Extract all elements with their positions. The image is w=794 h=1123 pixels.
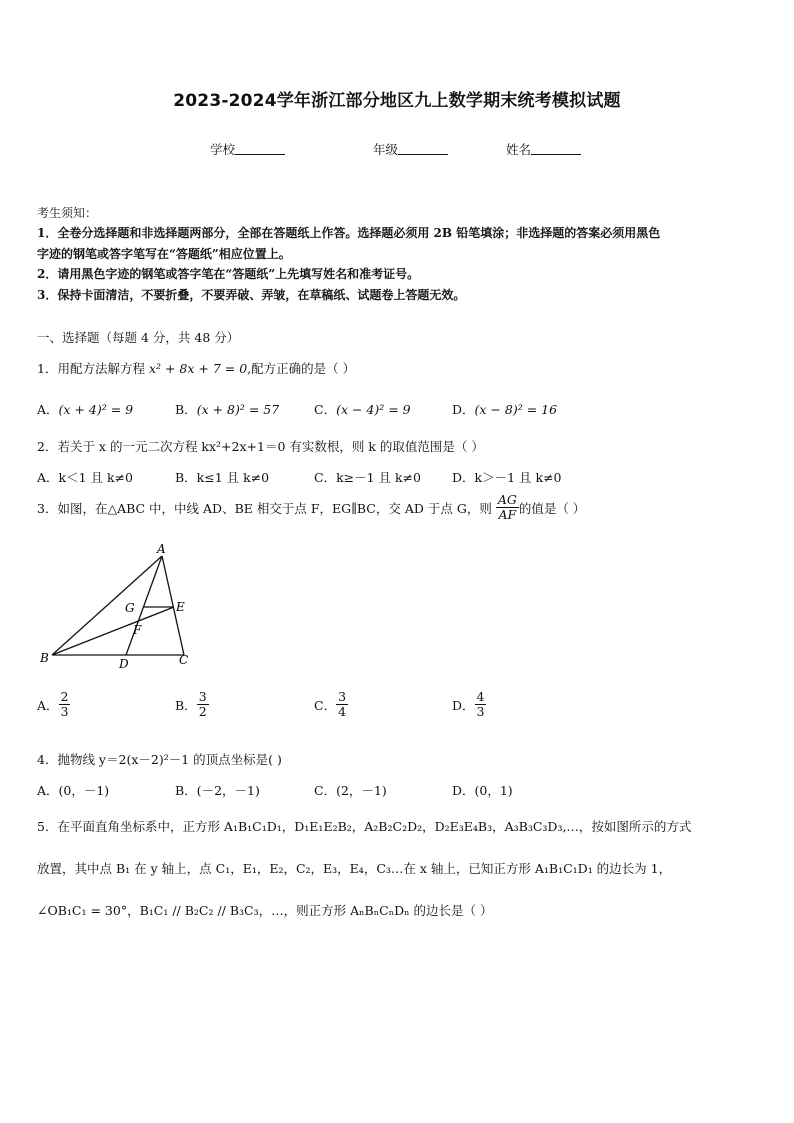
q2-option-a[interactable]: A．k＜1 且 k≠0 [37, 470, 134, 485]
q3-option-c-fraction: $\frac{3}{4}$ [338, 689, 347, 720]
q1-option-c-text: (x − 4)² = 9 [336, 402, 411, 417]
school-blank[interactable] [235, 142, 285, 155]
notice-item-3: 3．保持卡面清洁，不要折叠，不要弄破、弄皱，在草稿纸、试题卷上答题无效。 [37, 288, 466, 302]
q1-option-b-text: (x + 8)² = 57 [196, 402, 280, 417]
notice-item-2: 2．请用黑色字迹的钢笔或答字笔在“答题纸”上先填写姓名和准考证号。 [37, 267, 420, 281]
q3-suffix: 的值是（ ） [518, 500, 586, 516]
grade-blank[interactable] [398, 142, 448, 155]
question-5-line-1: 5．在平面直角坐标系中，正方形 A₁B₁C₁D₁，D₁E₁E₂B₂，A₂B₂C₂D₂，D₂E₃E₄B₃，A₃B₃C₃D₃,…，按如图所示的方式 [37, 819, 692, 834]
school-field[interactable] [210, 140, 285, 158]
q2-option-c[interactable]: C．k≥－1 且 k≠0 [314, 470, 422, 485]
q1-option-d-text: (x − 8)² = 16 [474, 402, 558, 417]
side-ab [52, 556, 162, 655]
q2-option-b[interactable]: B．k≤1 且 k≠0 [175, 470, 270, 485]
q1-suffix: ,配方正确的是（ ） [247, 361, 356, 376]
label-f: F [133, 623, 142, 637]
q1-option-b[interactable]: B．(x + 8)² = 57 [175, 402, 280, 417]
label-e: E [176, 600, 185, 614]
grade-label: 年级 [373, 142, 399, 157]
q3-option-d-fraction: $\frac{4}{3}$ [476, 689, 485, 720]
name-blank[interactable] [531, 142, 581, 155]
q1-option-a-text: (x + 4)² = 9 [58, 402, 134, 417]
grade-field[interactable] [373, 140, 448, 158]
q3-option-a-fraction: $\frac{2}{3}$ [60, 689, 69, 720]
section-heading: 一、选择题（每题 4 分，共 48 分） [37, 330, 240, 345]
question-1 [37, 359, 355, 377]
q3-option-b[interactable]: B． $\frac{3}{2}$ [175, 689, 207, 720]
q1-prefix: 1．用配方法解方程 [37, 361, 145, 376]
label-g: G [125, 601, 135, 615]
notice-item-1b: 字迹的钢笔或答字笔写在“答题纸”相应位置上。 [37, 247, 291, 261]
q3-option-b-fraction: $\frac{3}{2}$ [198, 689, 207, 720]
q4-option-b[interactable]: B．(－2，－1) [175, 783, 260, 798]
q1-option-a[interactable]: A．(x + 4)² = 9 [37, 402, 134, 417]
page-title: 2023-2024学年浙江部分地区九上数学期末统考模拟试题 [173, 91, 621, 111]
question-4: 4．抛物线 y＝2(x－2)²－1 的顶点坐标是( ) [37, 752, 282, 767]
label-d: D [119, 657, 129, 671]
q2-option-d[interactable]: D．k＞－1 且 k≠0 [452, 470, 562, 485]
q3-prefix: 3．如图，在△ABC 中，中线 AD、BE 相交于点 F，EG∥BC，交 AD 于点 G，则 [37, 500, 492, 516]
median-be [52, 607, 174, 655]
q1-equation: x² + 8x + 7 = 0 [148, 361, 248, 376]
q1-option-c[interactable]: C．(x − 4)² = 9 [314, 402, 411, 417]
name-field[interactable] [506, 140, 581, 158]
q3-fraction: $\frac{AG}{AF}$ [497, 492, 517, 523]
question-2: 2．若关于 x 的一元二次方程 kx²+2x+1＝0 有实数根，则 k 的取值范围是（ ） [37, 439, 484, 454]
label-a: A [157, 542, 166, 556]
notice-heading: 考生须知： [37, 206, 98, 220]
name-label: 姓名 [506, 142, 532, 157]
q3-option-a[interactable]: A． $\frac{2}{3}$ [37, 689, 69, 720]
school-label: 学校 [210, 142, 236, 157]
label-b: B [40, 651, 49, 665]
q4-option-d[interactable]: D．(0，1) [452, 783, 513, 798]
q1-option-d[interactable]: D．(x − 8)² = 16 [452, 402, 558, 417]
label-c: C [179, 653, 189, 667]
triangle-figure [36, 540, 196, 672]
question-3 [37, 493, 585, 523]
question-5-line-2: 放置，其中点 B₁ 在 y 轴上，点 C₁，E₁，E₂，C₂，E₃，E₄，C₃…在 x 轴上，已知正方形 A₁B₁C₁D₁ 的边长为 1， [37, 861, 672, 876]
q3-option-d[interactable]: D． $\frac{4}{3}$ [452, 689, 485, 720]
question-5-line-3: ∠OB₁C₁ = 30°，B₁C₁ // B₂C₂ // B₃C₃，…，则正方形 AₙBₙCₙDₙ 的边长是（ ） [37, 903, 493, 918]
q4-option-a[interactable]: A．(0，－1) [37, 783, 110, 798]
q4-option-c[interactable]: C．(2，－1) [314, 783, 387, 798]
q3-option-c[interactable]: C． $\frac{3}{4}$ [314, 689, 347, 720]
notice-item-1a: 1．全卷分选择题和非选择题两部分，全部在答题纸上作答。选择题必须用 2B 铅笔填涂；非选择题的答案必须用黑色 [37, 226, 661, 240]
